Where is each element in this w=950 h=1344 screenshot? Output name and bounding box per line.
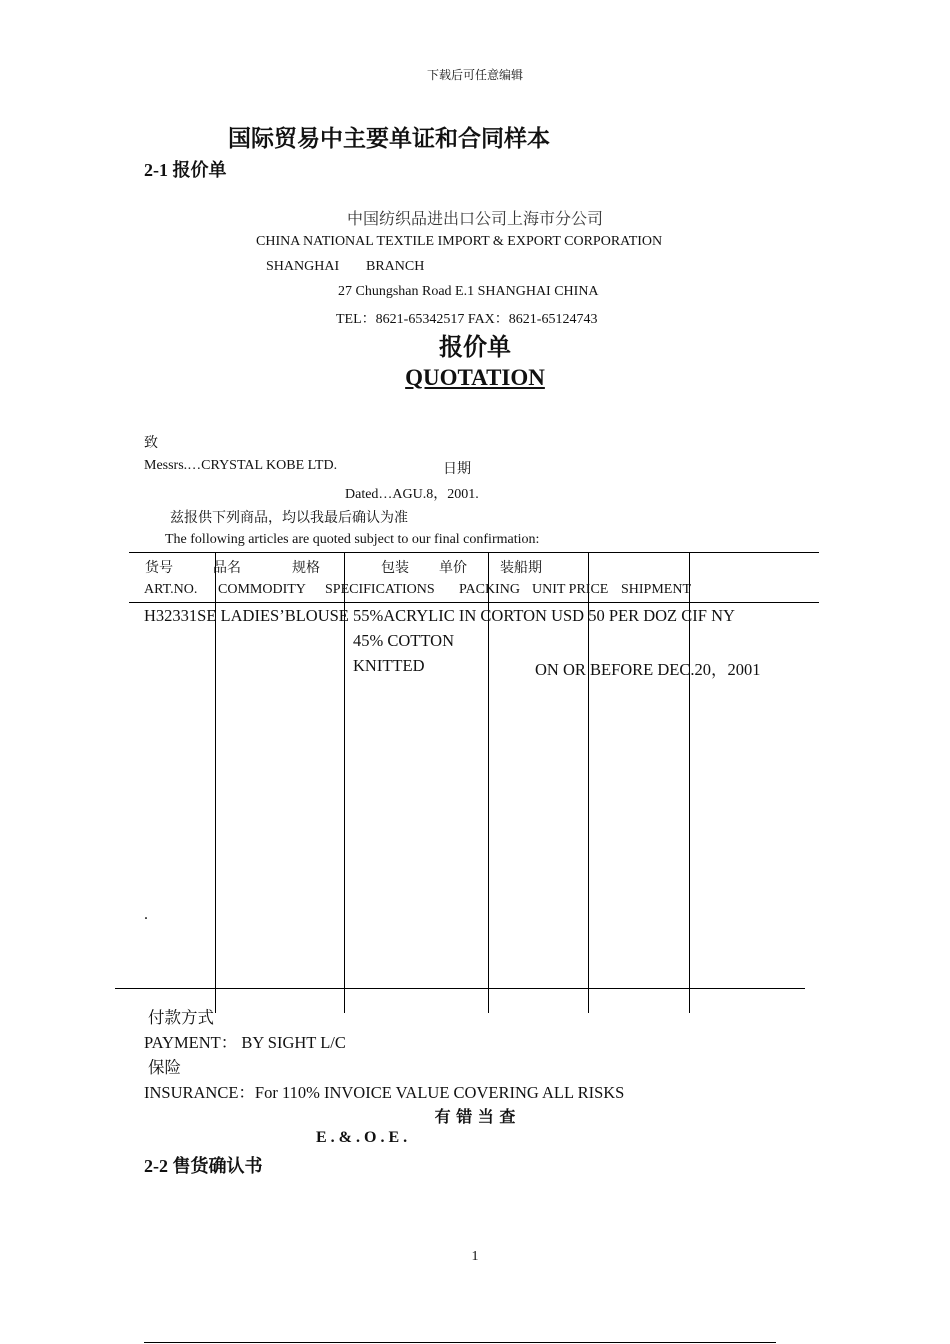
- page-header: 下载后可任意编辑: [426, 68, 523, 82]
- table-header-border: [129, 602, 819, 603]
- header-en-art-no: ART.NO.: [144, 582, 198, 597]
- company-branch-city: SHANGHAI: [266, 259, 340, 274]
- header-cn-art-no: 货号: [145, 561, 173, 576]
- table-row: H32331SE LADIES’BLOUSE 55%ACRYLIC IN CORTON USD 50 PER DOZ CIF NY: [144, 606, 735, 625]
- header-en-specifications: SPECIFICATIONS: [325, 582, 435, 597]
- section-heading-sales-confirmation: 2-2 售货确认书: [144, 1156, 263, 1176]
- messrs-line: Messrs.…CRYSTAL KOBE LTD.: [144, 458, 338, 473]
- table-dot: .: [144, 906, 148, 923]
- header-en-shipment: SHIPMENT: [621, 582, 692, 597]
- quotation-title-en: QUOTATION: [405, 365, 545, 390]
- company-branch-label: BRANCH: [366, 259, 425, 274]
- to-label-cn: 致: [144, 436, 158, 451]
- header-en-unit-price: UNIT PRICE: [532, 582, 609, 597]
- company-name-cn: 中国纺织品进出口公司上海市分公司: [346, 211, 603, 228]
- errors-omissions-cn: 有 错 当 查: [434, 1107, 516, 1126]
- dated-line: Dated…AGU.8，2001.: [345, 487, 479, 502]
- header-cn-specifications: 规格: [292, 561, 320, 576]
- table-top-border: [129, 552, 819, 553]
- table-row-spec-line: KNITTED: [353, 656, 425, 675]
- section-heading-quotation: 2-1 报价单: [144, 160, 227, 180]
- payment-label-cn: 付款方式: [148, 1008, 214, 1027]
- quotation-title-cn: 报价单: [439, 333, 511, 361]
- header-en-commodity: COMMODITY: [218, 582, 306, 597]
- header-cn-commodity: 品名: [213, 561, 241, 576]
- errors-omissions-en: E . & . O . E .: [316, 1129, 408, 1146]
- table-row-shipment: ON OR BEFORE DEC.20，2001: [535, 660, 761, 679]
- page-number: 1: [471, 1249, 479, 1264]
- header-en-packing: PACKING: [459, 582, 520, 597]
- header-cn-unit-price: 单价: [439, 561, 467, 576]
- date-label-cn: 日期: [443, 462, 471, 477]
- company-contact: TEL：8621-65342517 FAX：8621-65124743: [336, 312, 598, 327]
- intro-en: The following articles are quoted subject to our final confirmation:: [165, 532, 540, 547]
- company-address: 27 Chungshan Road E.1 SHANGHAI CHINA: [338, 284, 599, 299]
- table-bottom-border: [115, 988, 805, 989]
- intro-cn: 兹报供下列商品，均以我最后确认为准: [170, 511, 408, 526]
- footer-rule: [144, 1342, 776, 1343]
- table-row-spec-line: 45% COTTON: [353, 631, 454, 650]
- header-cn-shipment: 装船期: [500, 561, 542, 576]
- insurance-line: INSURANCE：For 110% INVOICE VALUE COVERING ALL RISKS: [144, 1083, 625, 1102]
- payment-line: PAYMENT： BY SIGHT L/C: [144, 1033, 346, 1052]
- document-title: 国际贸易中主要单证和合同样本: [228, 126, 550, 152]
- header-cn-packing: 包装: [381, 561, 409, 576]
- insurance-label-cn: 保险: [148, 1058, 181, 1077]
- company-name-en: CHINA NATIONAL TEXTILE IMPORT & EXPORT CORPORATION: [256, 234, 663, 249]
